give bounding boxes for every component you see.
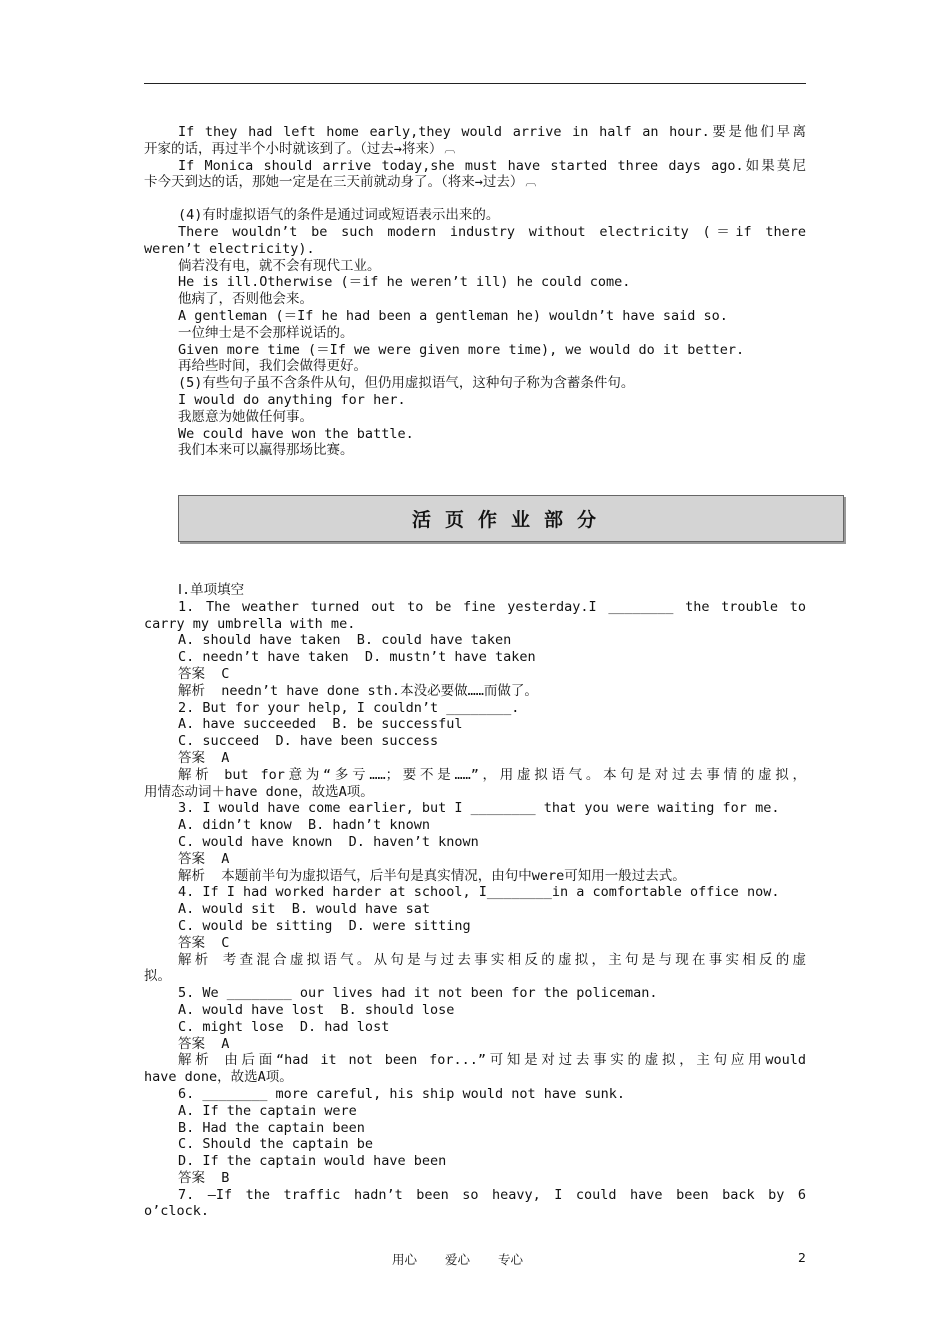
text-line <box>144 207 806 224</box>
text-line-text: 再给些时间，我们会做得更好。 <box>178 358 367 375</box>
text-line <box>144 375 806 392</box>
exercise-line <box>144 632 806 649</box>
annotation-mark: ︹ <box>525 175 537 189</box>
exercise-line <box>144 935 806 952</box>
exercise-line <box>144 1036 806 1053</box>
grammar-notes-section <box>144 124 806 459</box>
section-banner <box>178 495 844 542</box>
exercise-line <box>144 901 806 918</box>
exercise-line-text: 解析 由后面“had it not been for...”可知是对过去事实的虚拟，主句应用would <box>178 1052 806 1069</box>
text-line-text: I would do anything for her. <box>178 391 406 408</box>
text-line-text: Given more time (＝If we were given more time), we would do it better. <box>178 341 745 358</box>
exercise-line <box>144 1002 806 1019</box>
exercise-line-text: C. needn’t have taken D. mustn’t have taken <box>178 649 536 666</box>
exercise-line-text: 7. —If the traffic hadn’t been so heavy, I could have been back by 6 <box>178 1186 806 1203</box>
text-line <box>144 224 806 241</box>
exercise-line-text: C. might lose D. had lost <box>178 1018 390 1035</box>
text-line <box>144 342 806 359</box>
text-line <box>144 258 806 275</box>
exercise-line <box>144 968 806 985</box>
exercise-line <box>144 1086 806 1103</box>
page-number: 2 <box>798 1250 806 1265</box>
exercise-line <box>144 700 806 717</box>
exercise-line-text: 答案 A <box>178 850 230 867</box>
text-line <box>144 124 806 141</box>
exercise-line-text: 答案 A <box>178 749 230 766</box>
exercise-line <box>144 918 806 935</box>
exercise-line-text: 5. We ________ our lives had it not been for the policeman. <box>178 985 658 1002</box>
exercise-line <box>144 750 806 767</box>
exercise-line <box>144 1153 806 1170</box>
exercise-line-text: 答案 A <box>178 1035 230 1052</box>
exercise-line-text: 答案 B <box>178 1169 230 1186</box>
text-line <box>144 409 806 426</box>
exercise-line <box>144 666 806 683</box>
text-line-text: We could have won the battle. <box>178 425 414 442</box>
text-line <box>144 325 806 342</box>
text-line-text: 一位绅士是不会那样说话的。 <box>178 324 354 341</box>
exercise-line-text: C. would have known D. haven’t known <box>178 833 479 850</box>
exercise-line-text: 1. The weather turned out to be fine yesterday.I ________ the trouble to <box>178 598 806 615</box>
text-line <box>144 308 806 325</box>
exercise-line <box>144 716 806 733</box>
exercise-line-text: A. should have taken B. could have taken <box>178 632 512 649</box>
exercise-line-text: 解析 考查混合虚拟语气。从句是与过去事实相反的虚拟，主句是与现在事实相反的虚 <box>178 951 806 968</box>
exercise-line <box>144 817 806 834</box>
text-line <box>144 174 806 191</box>
exercise-line <box>144 683 806 700</box>
exercise-line-text: A. would sit B. would have sat <box>178 901 430 918</box>
exercise-line-text: 答案 C <box>178 934 230 951</box>
text-line <box>144 442 806 459</box>
exercise-line-text: 4. If I had worked harder at school, I________in a comfortable office now. <box>178 884 780 901</box>
exercise-line-text: B. Had the captain been <box>178 1119 365 1136</box>
exercise-line <box>144 733 806 750</box>
exercise-line-text: C. succeed D. have been success <box>178 733 439 750</box>
exercise-line-text: 解析 but for意为“多亏……；要不是……”，用虚拟语气。本句是对过去事情的虚拟， <box>178 766 806 783</box>
paragraph-gap <box>144 191 806 207</box>
exercise-line-text: 解析 needn’t have done sth.本没必要做……而做了。 <box>178 682 538 699</box>
exercise-line-text: A. would have lost B. should lose <box>178 1001 455 1018</box>
exercise-line <box>144 582 806 599</box>
exercise-line <box>144 1103 806 1120</box>
exercise-section <box>144 582 806 1220</box>
exercise-line-text: A. have succeeded B. be successful <box>178 716 463 733</box>
exercise-line-text: 3. I would have come earlier, but I ________ that you were waiting for me. <box>178 800 780 817</box>
text-line-text: A gentleman (＝If he had been a gentleman he) wouldn’t have said so. <box>178 307 728 324</box>
exercise-line-text: C. Should the captain be <box>178 1136 374 1153</box>
exercise-line <box>144 952 806 969</box>
exercise-line <box>144 1187 806 1204</box>
exercise-line <box>144 784 806 801</box>
text-line-text: 他病了，否则他会来。 <box>178 291 313 308</box>
exercise-line-text: 2. But for your help, I couldn’t ________. <box>178 699 520 716</box>
exercise-line-text: A. If the captain were <box>178 1102 357 1119</box>
exercise-line <box>144 851 806 868</box>
text-line <box>144 291 806 308</box>
annotation-mark: ︹ <box>444 141 456 155</box>
text-line-text: He is ill.Otherwise (＝if he weren’t ill) he could come. <box>178 274 631 291</box>
exercise-line <box>144 616 806 633</box>
text-line-text: weren’t electricity). <box>144 240 315 257</box>
text-line-text: There wouldn’t be such modern industry without electricity (＝if there <box>178 223 806 240</box>
text-line <box>144 141 806 158</box>
exercise-line <box>144 1120 806 1137</box>
text-line-text: 卡今天到达的话，那她一定是在三天前就动身了。（将来→过去） <box>144 174 524 191</box>
exercise-line <box>144 767 806 784</box>
exercise-line-text: 答案 C <box>178 665 230 682</box>
exercise-line-text: o’clock. <box>144 1203 210 1220</box>
exercise-line <box>144 884 806 901</box>
text-line <box>144 241 806 258</box>
exercise-line <box>144 599 806 616</box>
section-banner-title: 活页作业部分 <box>411 509 610 531</box>
text-line-text: 开家的话，再过半个小时就该到了。（过去→将来） <box>144 140 443 157</box>
exercise-line-text: C. would be sitting D. were sitting <box>178 917 471 934</box>
exercise-line <box>144 649 806 666</box>
exercise-line-text: D. If the captain would have been <box>178 1153 447 1170</box>
text-line <box>144 274 806 291</box>
exercise-line-text: carry my umbrella with me. <box>144 615 356 632</box>
exercise-line <box>144 1203 806 1220</box>
exercise-line <box>144 985 806 1002</box>
text-line-text: 倘若没有电，就不会有现代工业。 <box>178 257 381 274</box>
exercise-line-text: 用情态动词＋have done，故选A项。 <box>144 783 374 800</box>
text-line-text: If they had left home early,they would arrive in half an hour.要是他们早离 <box>178 124 806 140</box>
text-line <box>144 426 806 443</box>
exercise-line <box>144 1170 806 1187</box>
exercise-line-text: have done，故选A项。 <box>144 1069 293 1086</box>
text-line <box>144 358 806 375</box>
exercise-line <box>144 800 806 817</box>
exercise-line <box>144 868 806 885</box>
text-line-text: 我们本来可以赢得那场比赛。 <box>178 442 354 459</box>
text-line-text: (4)有时虚拟语气的条件是通过词或短语表示出来的。 <box>178 207 500 224</box>
text-line-text: (5)有些句子虽不含条件从句，但仍用虚拟语气，这种句子称为含蓄条件句。 <box>178 375 635 392</box>
exercise-line-text: 解析 本题前半句为虚拟语气，后半句是真实情况，由句中were可知用一般过去式。 <box>178 867 686 884</box>
exercise-line <box>144 1019 806 1036</box>
exercise-line-text: A. didn’t know B. hadn’t known <box>178 817 430 834</box>
exercise-line-text: Ⅰ.单项填空 <box>178 582 245 598</box>
text-line <box>144 392 806 409</box>
text-line <box>144 158 806 175</box>
exercise-line <box>144 1052 806 1069</box>
footer-motto: 用心 爱心 专心 <box>392 1252 523 1267</box>
exercise-line-text: 拟。 <box>144 968 171 985</box>
exercise-line-text: 6. ________ more careful, his ship would not have sunk. <box>178 1085 626 1102</box>
text-line-text: 我愿意为她做任何事。 <box>178 408 313 425</box>
exercise-line <box>144 1136 806 1153</box>
header-rule <box>144 83 806 84</box>
exercise-line <box>144 1069 806 1086</box>
text-line-text: If Monica should arrive today,she must have started three days ago.如果莫尼 <box>178 157 806 174</box>
exercise-line <box>144 834 806 851</box>
